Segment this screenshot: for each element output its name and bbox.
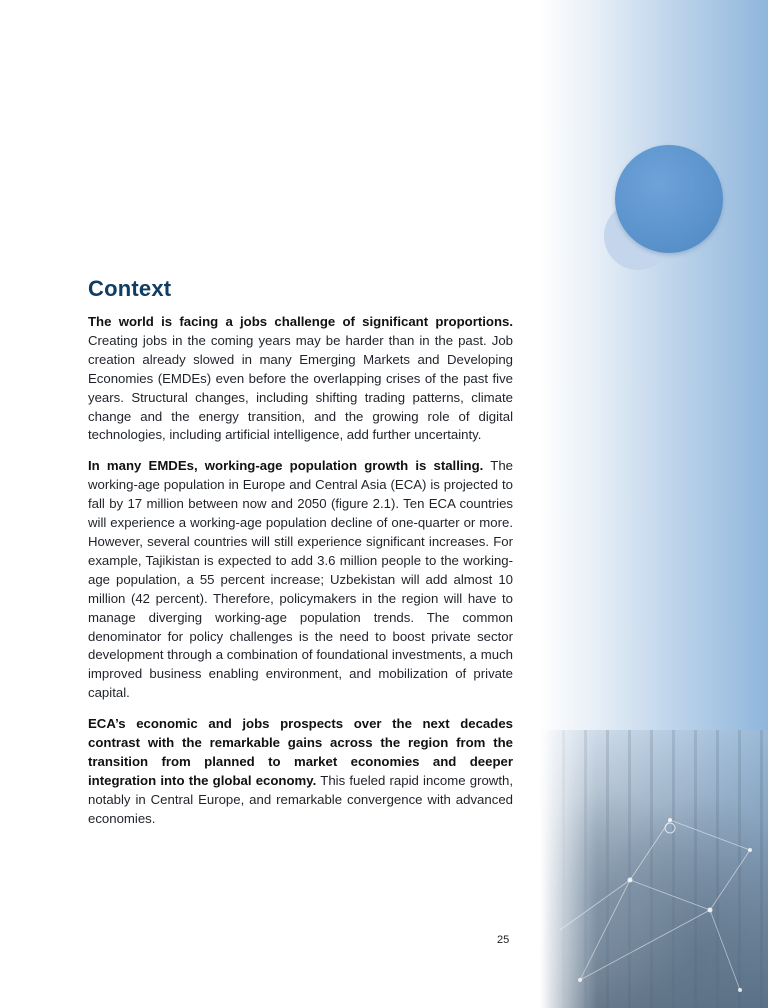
decorative-circle-large: [615, 145, 723, 253]
paragraph-2-body: The working-age population in Europe and Central Asia (ECA) is projected to fall by 17 million between now and 2050 (figure 2.1). Ten ECA countries will experience a working-age population decline of one-quarter or more. However, several countries will still experience significant increases. For example, Tajikistan is expected to add 3.6 million people to the working-age population, a 55 percent increase; Uzbekistan will add almost 10 million (42 percent). Therefore, policymakers in the region will have to manage diverging working-age population trends. The common denominator for policy challenges is the need to boost private sector development through a combination of foundational investments, a much improved business enabling environment, and mobilization of private capital.: [88, 458, 513, 701]
paragraph-2: [88, 457, 513, 703]
paragraph-1-lead: The world is facing a jobs challenge of significant proportions.: [88, 314, 513, 329]
page-number: 25: [497, 934, 510, 946]
paragraph-2-lead: In many EMDEs, working-age population growth is stalling.: [88, 458, 484, 474]
section-heading: Context: [88, 276, 172, 301]
paragraph-1: [88, 313, 513, 445]
factory-workers-photo: [540, 730, 768, 1008]
paragraph-3: [88, 715, 513, 828]
paragraph-3-body: This fueled rapid income growth, notably in Central Europe, and remarkable convergence with advanced economies.: [88, 772, 513, 826]
main-content: [88, 276, 513, 841]
paragraph-3-lead: ECA’s economic and jobs prospects over the next decades contrast with the remarkable gains across the region from the transition from planned to market economies and deeper integration into the global economy.: [88, 716, 513, 788]
network-lines-overlay: [540, 730, 768, 1008]
paragraph-1-body: Creating jobs in the coming years may be harder than in the past. Job creation already slowed in many Emerging Markets and Developing Economies (EMDEs) even before the overlapping crises of the past five years. Structural changes, including shifting trading patterns, climate change and the energy transition, and the growing role of digital technologies, including artificial intelligence, add further uncertainty.: [88, 332, 513, 443]
